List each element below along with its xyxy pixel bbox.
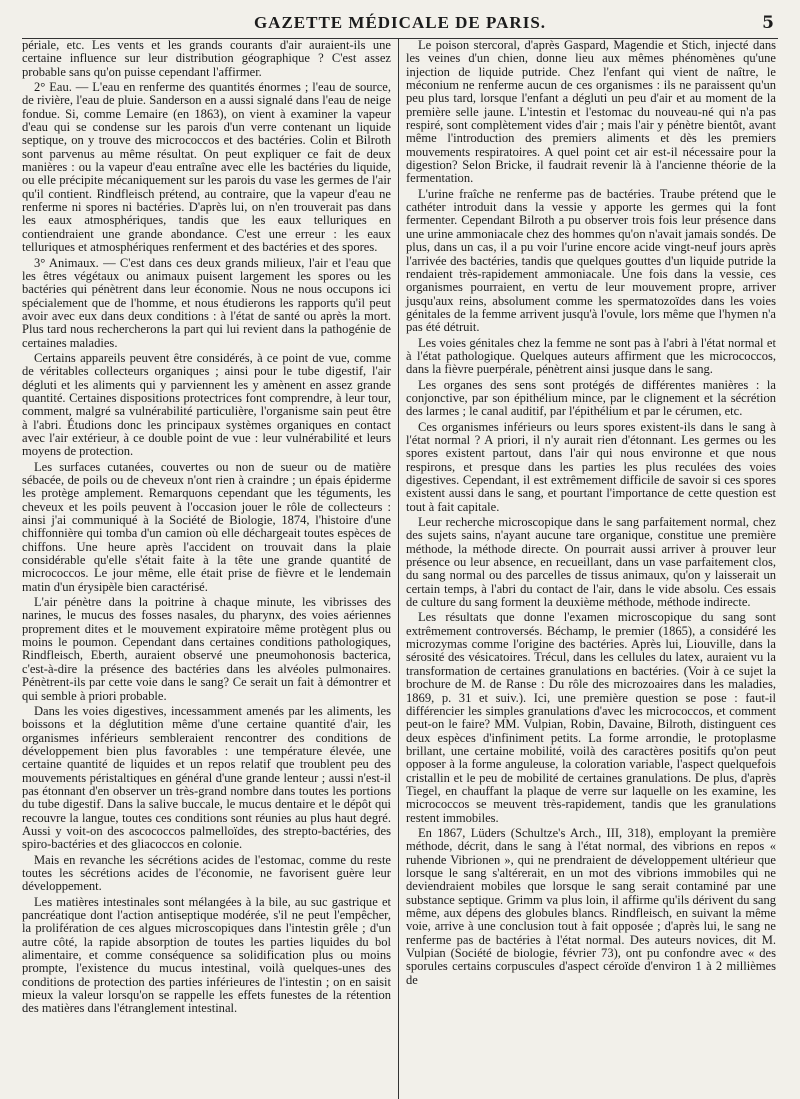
paragraph: Les organes des sens sont protégés de différentes manières : la conjonctive, par son épithélium mince, par le clignement et la sécrétion des larmes ; le canal auditif, par l'épithélium et par le cérumen, etc. — [406, 377, 776, 419]
paragraph: Le poison stercoral, d'après Gaspard, Magendie et Stich, injecté dans les veines d'un chien, donne lieu aux mêmes phénomènes qu'une injection de liquide putride. Chez l'enfant qui vient de naître, le méconium ne renferme aucun de ces organismes : ils ne paraissent qu'un peu plus tard, lorsque l'enfant a dégluti un peu d'air et au moment de la première selle jaune. L'intestin et l'estomac du nouveau-né qui n'a pas respiré, sont complètement vides d'air ; mais l'air y pénètre bientôt, avant même l'introduction des premiers aliments et dès les premiers mouvements respiratoires. A quel point cet air est-il nécessaire pour la digestion? Selon Bricke, il faudrait revenir là à l'ancienne théorie de la fermentation. — [406, 39, 776, 186]
paragraph: périale, etc. Les vents et les grands courants d'air auraient-ils une certaine influence sur leur distribution géographique ? C'est assez probable sans qu'on puisse cependant l'affirmer. — [22, 39, 391, 79]
paragraph: En 1867, Lüders (Schultze's Arch., III, 318), employant la première méthode, décrit, dans le sang à l'état normal, des vibrions en repos « ruhende Vibrionen », qui ne prendraient de développement ultérieur que lorsque le sang s'altérerait, en un mot des vibrions immobiles qui ne deviendraient mobiles que lorsque le sang serait contaminé par une substance septique. Grimm va plus loin, il affirme qu'ils dérivent du sang même, aux dépens des globules blancs. Rindfleisch, en suivant la même voie, arrive à une conclusion tout à fait opposée ; d'après lui, le sang ne renferme pas de bactéries à l'état normal. Des auteurs novices, dit M. Vulpian (Société de biologie, février 73), ont pu confondre avec « des sporules certains corpuscules d'aspect céroïde d'environ 1 à 2 millièmes de — [406, 825, 776, 987]
paragraph: Leur recherche microscopique dans le sang parfaitement normal, chez des sujets sains, n'ayant aucune tare organique, constitue une première méthode, la méthode directe. On pourrait aussi arriver à prouver leur présence ou leur absence, en recueillant, dans un vase parfaitement clos, du sang normal ou des parcelles de tissus animaux, qu'on y laisserait un certain temps, à l'abri du contact de l'air, dans le vide absolu. Ces essais de culture du sang forment la deuxième méthode, méthode indirecte. — [406, 515, 776, 610]
paragraph: Dans les voies digestives, incessamment amenés par les aliments, les boissons et la déglutition même d'une certaine quantité d'air, les organismes inférieurs sembleraient rencontrer des conditions de développement bien plus favorables : une température élevée, une certaine quantité de liquides et un repos relatif que troublent peu des mouvements péristaltiques en général d'une grande lenteur ; aussi n'est-il pas étonnant d'en observer un très-grand nombre dans toutes les portions du tube digestif. Dans la salive buccale, le mucus dentaire et le dépôt qui recouvre la langue, toutes ces conditions sont réunies au plus haut degré. Aussi y voit-on des ascococcos palmelloïdes, des strepto-bactéries, des spiro-bactéries et des gliacoccos en colonie. — [22, 703, 391, 852]
paragraph: 2° Eau. — L'eau en renferme des quantités énormes ; l'eau de source, de rivière, l'eau de pluie. Sanderson en a aussi signalé dans l'eau de neige fondue. Si, comme Lemaire (en 1863), on vient à examiner la vapeur d'eau qui se condense sur les parois d'un verre contenant un liquide septique, on y trouve des micrococcos et des bactéries. Colin et Bilroth sont parvenus au même résultat. On peut expliquer ce fait de deux manières : ou la vapeur d'eau entraîne avec elle les bactéries du liquide, ou elle précipite mécaniquement sur les parois du vase les germes de l'air qu'il contient. Rindfleisch prétend, au contraire, que la vapeur d'eau ne renferme ni spores ni bactéries. D'après lui, on n'en trouverait pas dans les eaux atmosphériques, tandis que les eaux telluriques en contiendraient une grande abondance. C'est une erreur : les eaux telluriques et atmosphériques renferment et des bactéries et des spores. — [22, 80, 391, 255]
paragraph: 3° Animaux. — C'est dans ces deux grands milieux, l'air et l'eau que les êtres végétaux ou animaux puisent largement les spores ou les bactéries qui pénètrent dans leur économie. Nous ne nous occupons ici spécialement que de l'homme, et nous étudierons les rapports qu'il peut avoir avec eux dans deux conditions : à l'état de santé ou après la mort. Plus tard nous rechercherons la part qui lui revient dans la pathogénie de certaines maladies. — [22, 255, 391, 350]
paragraph: Les matières intestinales sont mélangées à la bile, au suc gastrique et pancréatique dont l'action antiseptique modérée, s'il ne peut l'empêcher, la prolifération de ces algues microscopiques dans l'intestin grêle ; d'un autre côté, la rapide absorption de toutes les parties liquides du bol alimentaire, et comme conséquence sa solidification plus ou moins prompte, l'existence du mucus intestinal, voilà quelques-unes des conditions de protection des parties inférieures de l'intestin ; on en saisit mieux la valeur lorsqu'on se rappelle les effets funestes de la rétention des matières dans l'étranglement intestinal. — [22, 894, 391, 1016]
article-columns — [22, 38, 778, 1099]
paragraph: Mais en revanche les sécrétions acides de l'estomac, comme du reste toutes les sécrétions acides de l'économie, ne favorisent guère leur développement. — [22, 852, 391, 894]
right-column — [399, 39, 776, 1099]
paragraph: L'air pénètre dans la poitrine à chaque minute, les vibrisses des narines, le mucus des fosses nasales, du pharynx, des voies aériennes proprement dites et le mouvement expiratoire même protègent plus ou moins le poumon. Cependant dans certaines conditions pathologiques, Rindfleisch, Eberth, auraient observé une pneumohonosis bacterica, c'est-à-dire la présence des bactéries dans les alvéoles pulmonaires. Pénètrent-ils par cette voie dans le sang? Ce serait un fait à démontrer et qui semble à priori probable. — [22, 595, 391, 703]
page-number: 5 — [762, 13, 774, 33]
paragraph: L'urine fraîche ne renferme pas de bactéries. Traube prétend que le cathéter introduit dans la vessie y apporte les germes qui la font fermenter. Cependant Bilroth a pu observer trois fois leur présence dans une urine ammoniacale chez des hommes qu'on n'avait jamais sondés. De plus, dans un cas, il a pu voir l'urine encore acide vingt-neuf jours après l'arrivée des bactéries, tandis que quelques gouttes d'un liquide putride la rendaient très-rapidement ammoniacale. Une fois dans la vessie, ces organismes pourraient, en vertu de leur mouvement propre, arriver jusqu'aux reins, absolument comme les spermatozoïdes dans les voies génitales de la femme arrivent jusqu'à l'ovule, lors même que l'hymen n'a pas été détruit. — [406, 186, 776, 335]
journal-title: GAZETTE MÉDICALE DE PARIS. — [253, 13, 547, 32]
paragraph: Les résultats que donne l'examen microscopique du sang sont extrêmement controversés. Béchamp, le premier (1865), a considéré les microzymas comme l'origine des bactéries. Après lui, Liouville, dans la sérosité des vésicatoires. Trécul, dans les cellules du latex, auraient vu la transformation de certaines granulations en bactéries. (Voir à ce sujet la brochure de M. de Ranse : Du rôle des microzoaires dans les maladies, 1869, p. 31 et suiv.). Ici, une première question se pose : faut-il différencier les simples granulations d'avec les micrococcos, et comment peut-on le faire? MM. Vulpian, Robin, Davaine, Bilroth, distinguent ces deux espèces d'infiniment petits. La forme arrondie, le protoplasme brillant, une certaine mobilité, voilà des caractères positifs qu'on peut opposer à la forme anguleuse, la coloration variable, l'aspect quelquefois cristallin et le peu de mobilité de certaines granulations. De plus, d'après Tiegel, en chauffant la plaque de verre sur laquelle on les examine, les micrococcos se meuvent très-rapidement, tandis que les granulations restent immobiles. — [406, 610, 776, 825]
paragraph: Ces organismes inférieurs ou leurs spores existent-ils dans le sang à l'état normal ? A priori, il n'y aurait rien d'étonnant. Les germes ou les spores existent partout, dans l'air qui nous environne et que nous respirons, et presque dans les parties les plus reculées des voies digestives. Cependant, il est extrêmement difficile de savoir si ces spores existent aussi dans le sang, et pourtant l'importance de cette question est tout à fait capitale. — [406, 419, 776, 514]
masthead — [22, 10, 778, 36]
paragraph: Certains appareils peuvent être considérés, à ce point de vue, comme de véritables collecteurs organiques ; ainsi pour le tube digestif, l'air dégluti et les aliments qui y parviennent les y amènent en assez grande quantité. Certaines dispositions protectrices font comprendre, à leur tour, comment, malgré sa vulnérabilité particulière, l'organisme sain peut être à l'abri. Étudions donc les principaux systèmes organiques en contact avec l'air extérieur, à ce double point de vue : leur vulnérabilité et leurs moyens de protection. — [22, 350, 391, 459]
paragraph: Les voies génitales chez la femme ne sont pas à l'abri à l'état normal et à l'état pathologique. Quelques auteurs affirment que les micrococcos, dans la fièvre puerpérale, pénètrent ainsi jusque dans le sang. — [406, 335, 776, 377]
paragraph: Les surfaces cutanées, couvertes ou non de sueur ou de matière sébacée, de poils ou de cheveux n'ont rien à craindre ; un épais épiderme les protège amplement. Remarquons cependant que les téguments, les cheveux et les poils peuvent à l'occasion jouer le rôle de collecteurs : ainsi j'ai communiqué à la Société de Biologie, 1874, l'histoire d'une chiffonnière qui tomba d'un camion où elle déchargeait toutes espèces de chiffons. Une heure après l'accident on trouvait dans la plaie considérable qu'elle s'était faite à la tête une grande quantité de micrococcos. Le jour même, elle était prise de fièvre et le lendemain matin d'un érysipèle bien caractérisé. — [22, 459, 391, 594]
left-column — [22, 39, 399, 1099]
